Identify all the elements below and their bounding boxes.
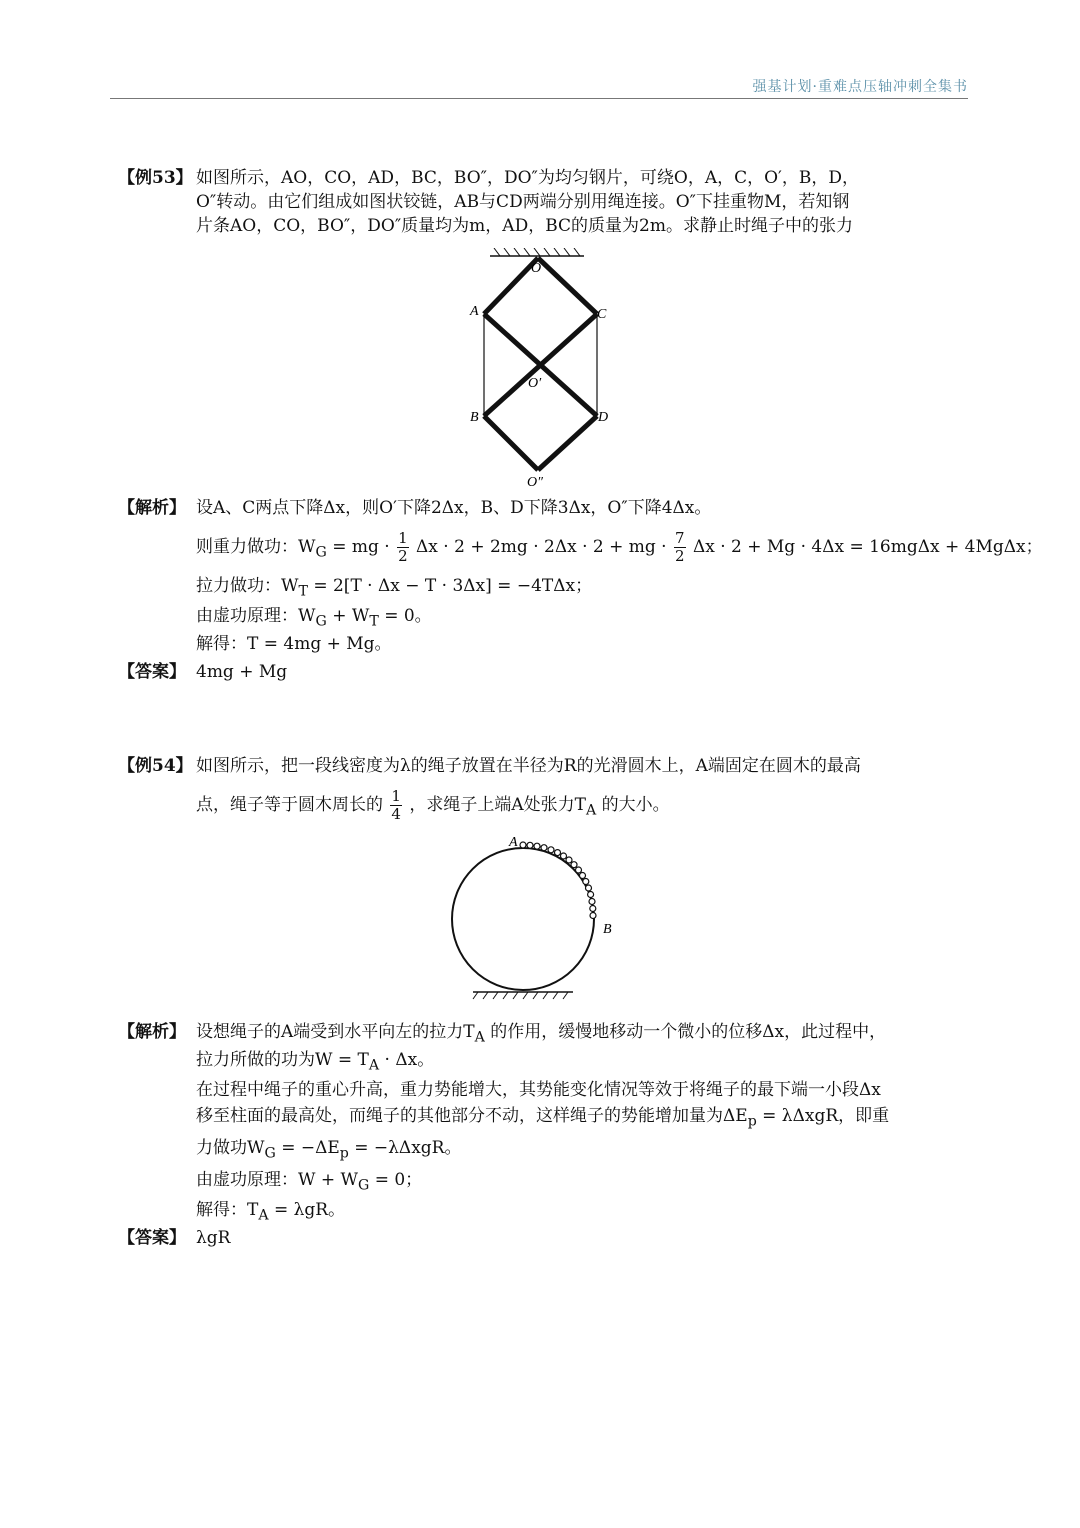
label-O-double-prime: O″: [527, 475, 543, 490]
ex54-answer-tag: 【答案】: [118, 1228, 186, 1248]
page-header: [110, 74, 968, 99]
ex54-solution-tag: 【解析】: [118, 1022, 186, 1042]
ex54-solution-line6: 由虚功原理：$W + W_G = 0$；: [196, 1170, 423, 1194]
label-A: A: [470, 304, 479, 319]
ex54-solution-line3: 在过程中绳子的重心升高，重力势能增大，其势能变化情况等效于将绳子的最下端一小段Δx: [196, 1080, 881, 1100]
ex53-solution-line1: 设A、C两点下降Δx，则O′下降2Δx，B、D下降3Δx，O″下降4Δx。: [196, 498, 712, 518]
cylinder-circle: [452, 848, 594, 990]
ex53-gravity-work: 则重力做功：$W_G$ = mg · $\frac{1}{2}$ Δx · 2 + 2mg · 2Δx · 2 + mg · $\frac{7}{2}$ Δx · 2 + Mg · 4Δx = 16mgΔx + 4MgΔx；: [196, 529, 1043, 565]
fraction-one-quarter: $\frac{1}{4}$: [391, 787, 401, 823]
ex54-figure-cylinder: [440, 830, 640, 1005]
fraction-one-half: $\frac{1}{2}$: [398, 529, 408, 565]
ex53-virtual-work: 由虚功原理：$W_G + W_T = 0$。: [196, 606, 432, 630]
ex53-answer-tag: 【答案】: [118, 662, 186, 682]
ex54-solution-line5: 力做功$W_G = -\Delta E_p = -\lambda\Delta xgR$。: [196, 1138, 462, 1162]
label-D: D: [598, 410, 609, 425]
ex54-tag: 【例54】: [118, 756, 193, 776]
ground-hatch: [473, 992, 573, 999]
label-A: A: [509, 835, 518, 850]
ceiling-hatch: [490, 248, 584, 256]
header-title: 强基计划·重难点压轴冲刺全集书: [752, 79, 968, 95]
ex53-solution-tag: 【解析】: [118, 498, 186, 518]
ex54-solution-line7: 解得：$T_A = \lambda gR$。: [196, 1200, 346, 1224]
ex54-answer: λgR: [196, 1228, 231, 1248]
ex54-solution-line1: 设想绳子的A端受到水平向左的拉力$T_A$ 的作用，缓慢地移动一个微小的位移Δx，此过程中，: [196, 1022, 887, 1046]
ex53-result: 解得：T = 4mg + Mg。: [196, 634, 392, 654]
bar-CO: [538, 258, 597, 314]
label-O-prime: O′: [528, 376, 542, 391]
bar-AO: [484, 258, 538, 314]
ex53-question-line2: O″转动。由它们组成如图状铰链，AB与CD两端分别用绳连接。O″下挂重物M，若知钢: [196, 192, 850, 212]
bar-BO2: [484, 416, 538, 470]
label-B: B: [603, 922, 612, 937]
fraction-seven-halves: $\frac{7}{2}$: [674, 529, 685, 565]
label-C: C: [597, 307, 607, 322]
ex53-tension-work: 拉力做功：$W_T = 2[T \cdot \Delta x - T \cdot 3\Delta x] = -4T\Delta x$；: [196, 576, 593, 600]
ex54-solution-line4: 移至柱面的最高处，而绳子的其他部分不动，这样绳子的势能增加量为$\Delta E_p = \lambda\Delta xgR$，即重: [196, 1106, 890, 1130]
label-B: B: [470, 410, 479, 425]
ex53-figure-linkage: [460, 248, 620, 493]
ex53-tag: 【例53】: [118, 168, 193, 188]
ex53-question-line3: 片条AO，CO，BO″，DO″质量均为m，AD，BC的质量为2m。求静止时绳子中的张力: [196, 216, 853, 236]
rope-beads: [520, 842, 596, 919]
ex53-question-line1: 如图所示，AO，CO，AD，BC，BO″，DO″为均匀钢片，可绕O，A，C，O′，B，D，: [196, 168, 860, 188]
bar-DO2: [538, 416, 597, 470]
label-O: O: [531, 261, 542, 276]
ex54-solution-line2: 拉力所做的功为$W = T_A \cdot \Delta x$。: [196, 1050, 435, 1074]
ex53-answer: 4mg + Mg: [196, 662, 288, 682]
ex54-question-line2: 点，绳子等于圆木周长的 $\frac{1}{4}$ ，求绳子上端A处张力$T_A$ 的大小。: [196, 787, 670, 823]
ex54-question-line1: 如图所示，把一段线密度为λ的绳子放置在半径为R的光滑圆木上，A端固定在圆木的最高: [196, 756, 861, 776]
